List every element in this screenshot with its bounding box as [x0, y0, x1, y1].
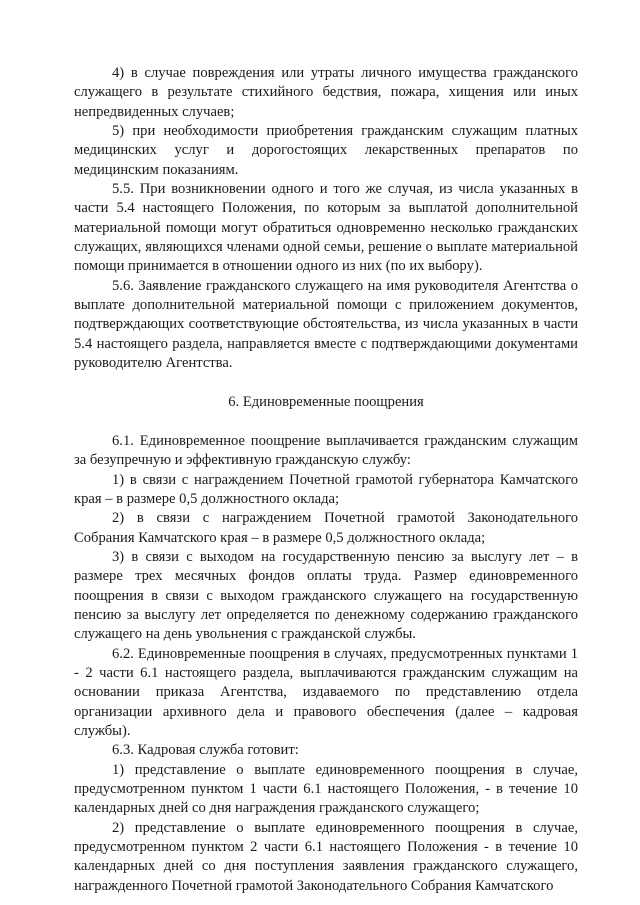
paragraph-5-5-same-case: 5.5. При возникновении одного и того же случая, из числа указанных в части 5.4 настоящего Положения, по которым за выплатой дополнительной материальной помощи могут обратиться одновременно несколько гражданских служащих, являющихся членами одной семьи, решение о выплате материальной помощи принимается в отношении одного из них (по их выбору). [74, 181, 578, 275]
document-page [74, 64, 578, 896]
paragraph-6-3-personnel-service: 6.3. Кадровая служба готовит: [112, 742, 299, 759]
paragraph-5-6-application: 5.6. Заявление гражданского служащего на имя руководителя Агентства о выплате дополнительной материальной помощи с приложением документов, подтверждающих соответствующие обстоятельства, из числа указанных в части 5.4 настоящего раздела, направляется вместе с подтверждающими документами руководителю Агентства. [74, 277, 578, 372]
paragraph-6-3-item-2: 2) представление о выплате единовременного поощрения в случае, предусмотренном пунктом 2 части 6.1 настоящего Положения - в течение 10 календарных дней со дня поступления заявления гражданского служащего, награжденного Почетной грамотой Законодательного Собрания Камчатского [74, 819, 578, 894]
paragraph-6-1-item-3: 3) в связи с выходом на государственную пенсию за выслугу лет – в размере трех месячных фондов оплаты труда. Размер единовременного поощрения в связи с выходом гражданского служащего на государственную пенсию за выслугу лет определяется по денежному содержанию гражданского служащего на день увольнения с гражданской службы. [74, 548, 578, 643]
paragraph-6-1-item-1: 1) в связи с награждением Почетной грамотой губернатора Камчатского края – в размере 0,5 должностного оклада; [74, 471, 578, 507]
paragraph-6-1-one-time-bonus: 6.1. Единовременное поощрение выплачивается гражданским служащим за безупречную и эффективную гражданскую службу: [74, 432, 578, 469]
paragraph-5-medical-services: 5) при необходимости приобретения гражданским служащим платных медицинских услуг и дорогостоящих лекарственных препаратов по медицинским показаниям. [74, 123, 578, 178]
paragraph-6-1-item-2: 2) в связи с награждением Почетной грамотой Законодательного Собрания Камчатского края – в размере 0,5 должностного оклада; [74, 510, 578, 546]
paragraph-6-3-item-1: 1) представление о выплате единовременного поощрения в случае, предусмотренном пунктом 1 части 6.1 настоящего Положения, - в течение 10 календарных дней со дня награждения гражданского служащего; [74, 761, 578, 817]
paragraph-4-property-damage: 4) в случае повреждения или утраты личного имущества гражданского служащего в результате стихийного бедствия, пожара, хищения или иных непредвиденных случаев; [74, 65, 578, 120]
section-heading: 6. Единовременные поощрения [228, 393, 424, 410]
paragraph-6-2-payment-basis: 6.2. Единовременные поощрения в случаях, предусмотренных пунктами 1 - 2 части 6.1 настоящего раздела, выплачиваются гражданским служащим на основании приказа Агентства, издаваемого по представлению отдела организации архивного дела и правового обеспечения (далее – кадровая службы). [74, 645, 578, 739]
